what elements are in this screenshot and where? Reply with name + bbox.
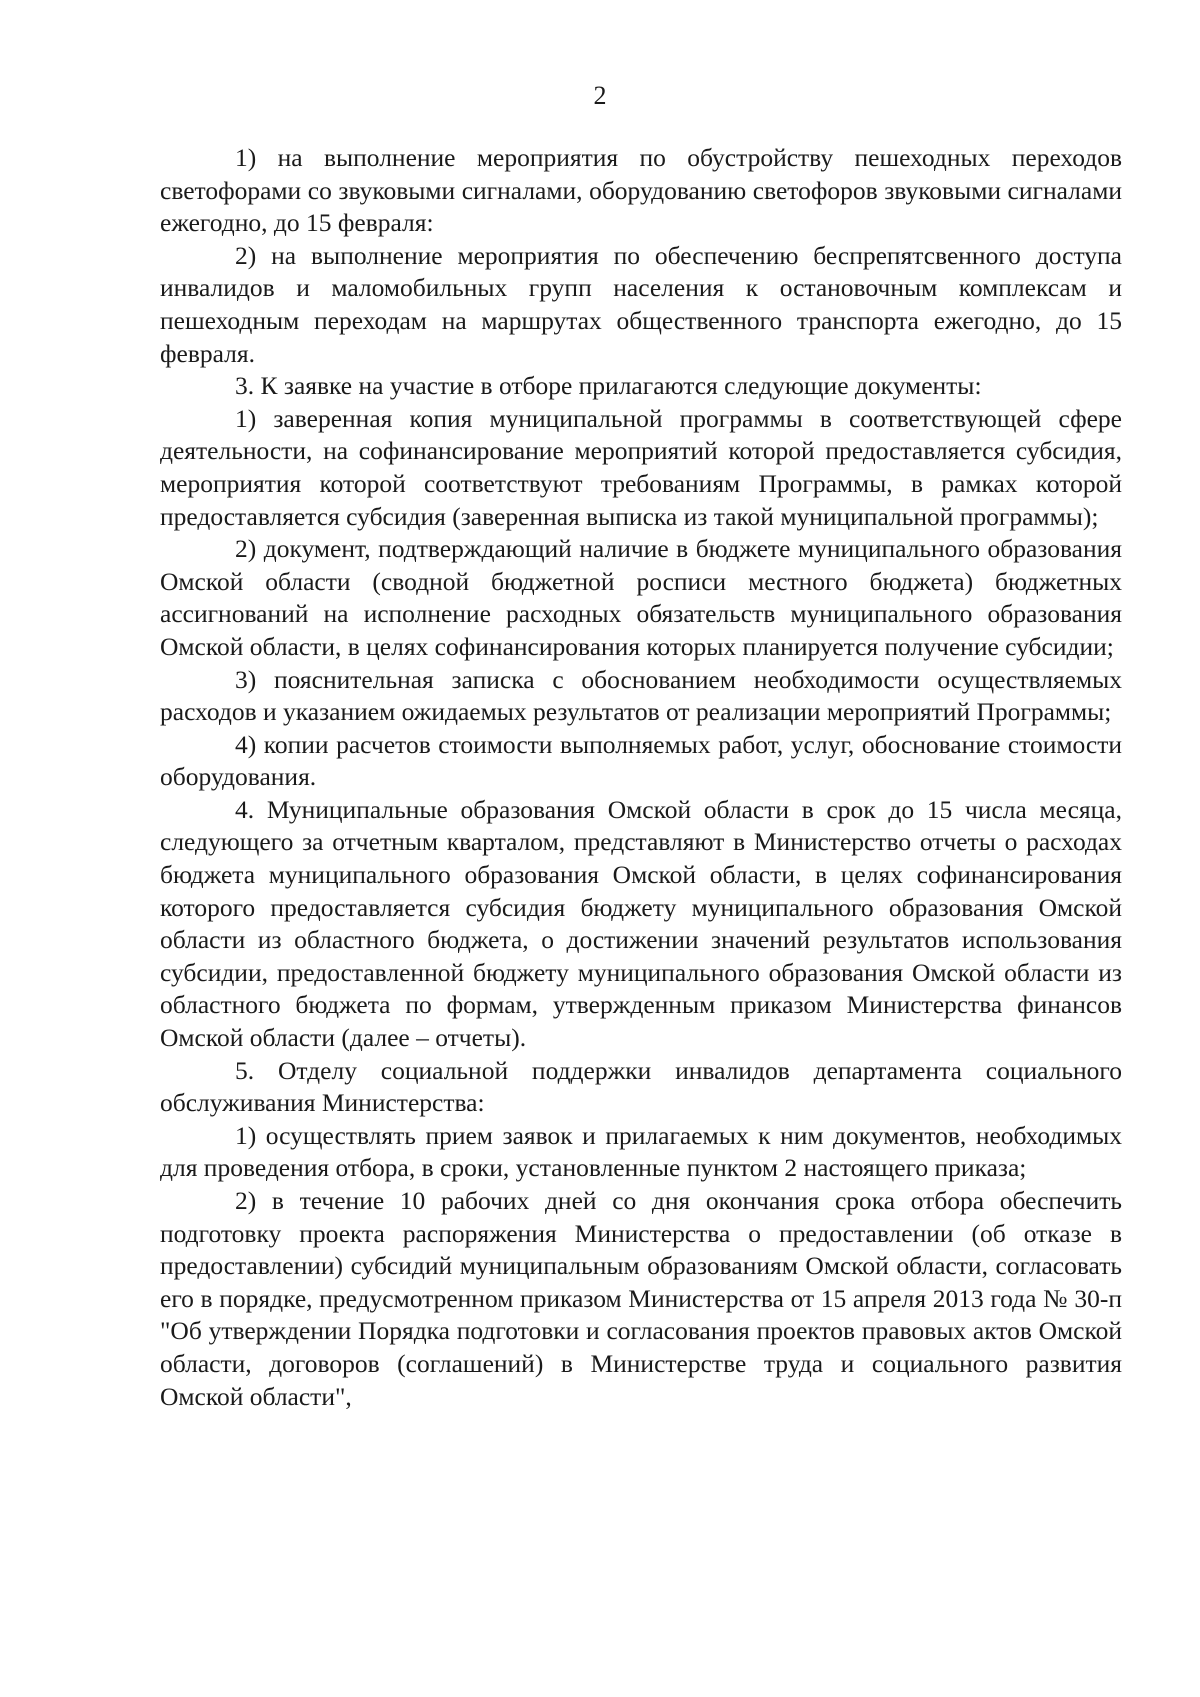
paragraph-doc-4-cost-calculations: 4) копии расчетов стоимости выполняемых работ, услуг, обоснование стоимости оборудования.: [160, 729, 1122, 792]
paragraph-section-4-reports: 4. Муниципальные образования Омской области в срок до 15 числа месяца, следующего за отчетным кварталом, представляют в Министерство отчеты о расходах бюджета муниципального образования Омской области, в целях софинансирования которого предоставляется субсидия бюджету муниципального образования Омской области из областного бюджета, о достижении значений результатов использования субсидии, предоставленной бюджету муниципального образования Омской области из областного бюджета по формам, утвержденным приказом Министерства финансов Омской области (далее – отчеты).: [160, 794, 1122, 1053]
paragraph-duty-1-accept-applications: 1) осуществлять прием заявок и прилагаемых к ним документов, необходимых для проведения отбора, в сроки, установленные пунктом 2 настоящего приказа;: [160, 1120, 1122, 1183]
paragraph-item-1-deadline-traffic-lights: 1) на выполнение мероприятия по обустройству пешеходных переходов светофорами со звуковыми сигналами, оборудованию светофоров звуковыми сигналами ежегодно, до 15 февраля:: [160, 143, 1122, 238]
paragraph-item-2-deadline-accessibility: 2) на выполнение мероприятия по обеспечению беспрепятсвенного доступа инвалидов и маломобильных групп населения к остановочным комплексам и пешеходным переходам на маршрутах общественного транспорта ежегодно, до 15 февраля.: [160, 240, 1122, 368]
paragraph-section-5-department: 5. Отделу социальной поддержки инвалидов департамента социального обслуживания Министерства:: [160, 1055, 1122, 1118]
paragraph-doc-1-program-copy: 1) заверенная копия муниципальной программы в соответствующей сфере деятельности, на софинансирование мероприятий которой предоставляется субсидия, мероприятия которой соответствуют требованиям Программы, в рамках которой предоставляется субсидия (заверенная выписка из такой муниципальной программы);: [160, 403, 1122, 531]
page-number: 2: [593, 81, 607, 110]
document-body: [160, 142, 1122, 1413]
paragraph-section-3-documents: 3. К заявке на участие в отборе прилагаются следующие документы:: [235, 371, 982, 401]
paragraph-duty-2-prepare-order: 2) в течение 10 рабочих дней со дня окончания срока отбора обеспечить подготовку проекта распоряжения Министерства о предоставлении (об отказе в предоставлении) субсидий муниципальным образованиям Омской области, согласовать его в порядке, предусмотренном приказом Министерства от 15 апреля 2013 года № 30-п "Об утверждении Порядка подготовки и согласования проектов правовых актов Омской области, договоров (соглашений) в Министерстве труда и социального развития Омской области",: [160, 1186, 1122, 1411]
paragraph-doc-3-explanatory-note: 3) пояснительная записка с обоснованием необходимости осуществляемых расходов и указанием ожидаемых результатов от реализации мероприятий Программы;: [160, 664, 1122, 727]
paragraph-doc-2-budget-confirmation: 2) документ, подтверждающий наличие в бюджете муниципального образования Омской области (сводной бюджетной росписи местного бюджета) бюджетных ассигнований на исполнение расходных обязательств муниципального образования Омской области, в целях софинансирования которых планируется получение субсидии;: [160, 534, 1122, 661]
